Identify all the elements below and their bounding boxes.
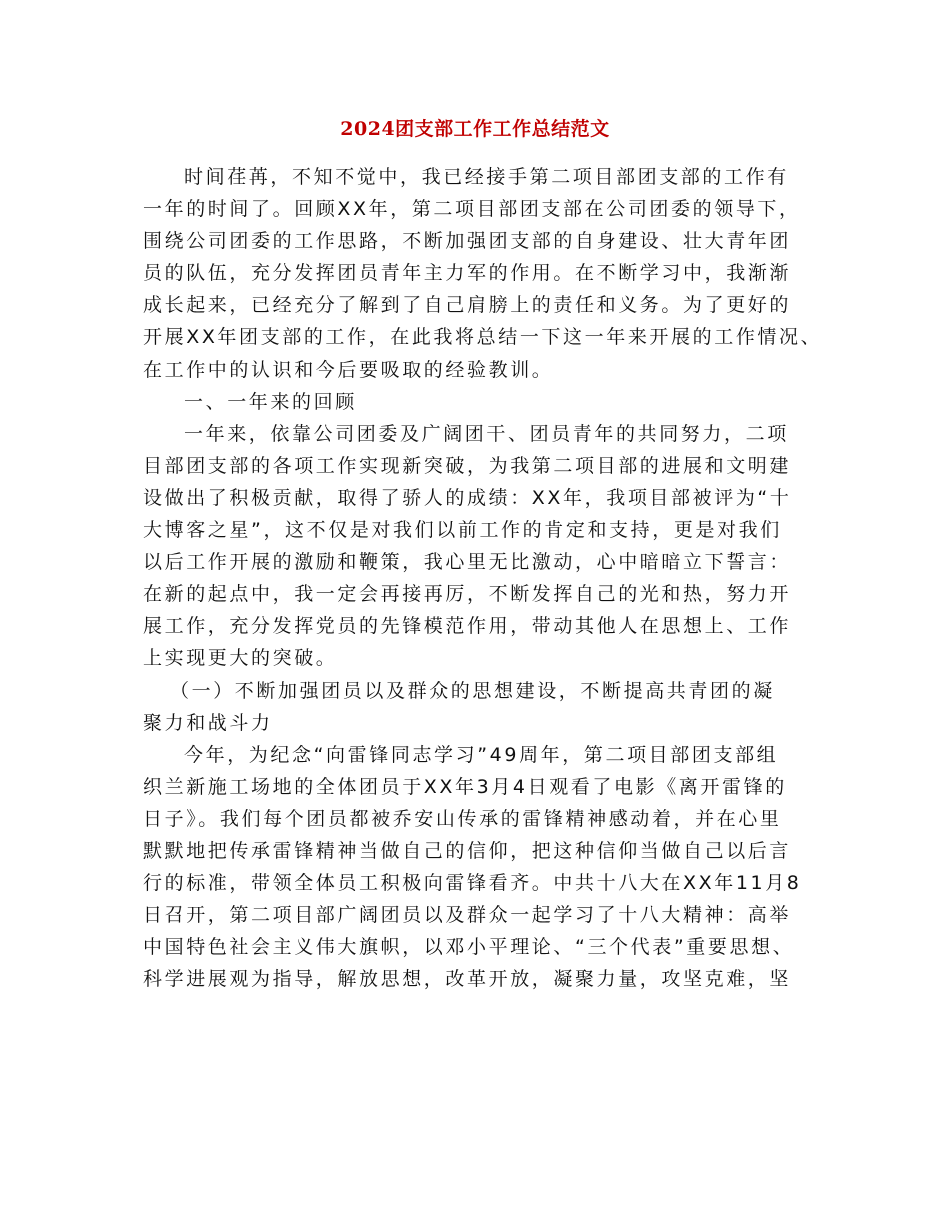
body-line: 织兰新施工场地的全体团员于XX年3月4日观看了电影《离开雷锋的	[143, 775, 787, 798]
body-line: 聚力和战斗力	[143, 711, 273, 734]
body-line: 行的标准，带领全体员工积极向雷锋看齐。中共十八大在XX年11月8	[143, 872, 802, 895]
body-line: 在工作中的认识和今后要吸取的经验教训。	[143, 358, 554, 381]
body-line: 一年来，依靠公司团委及广阔团干、团员青年的共同努力，二项	[184, 422, 789, 445]
body-line: 上实现更大的突破。	[143, 647, 338, 670]
body-line: 设做出了积极贡献，取得了骄人的成绩：XX年，我项目部被评为“十	[143, 486, 792, 509]
body-line: 今年，为纪念“向雷锋同志学习”49周年，第二项目部团支部组	[184, 743, 779, 766]
document-body	[143, 161, 823, 995]
body-line: 目部团支部的各项工作实现新突破，为我第二项目部的进展和文明建	[143, 454, 792, 477]
body-line: 员的队伍，充分发挥团员青年主力军的作用。在不断学习中，我渐渐	[143, 262, 792, 285]
body-line: 日子》。我们每个团员都被乔安山传承的雷锋精神感动着，并在心里	[143, 807, 782, 830]
body-line: 中国特色社会主义伟大旗帜，以邓小平理论、“三个代表”重要思想、	[143, 936, 795, 959]
body-line: 围绕公司团委的工作思路，不断加强团支部的自身建设、壮大青年团	[143, 230, 792, 253]
document-title: 2024团支部工作工作总结范文	[340, 118, 610, 140]
body-line: 在新的起点中，我一定会再接再厉，不断发挥自己的光和热，努力开	[143, 583, 792, 606]
body-line: 大博客之星”，这不仅是对我们以前工作的肯定和支持，更是对我们	[143, 519, 782, 542]
body-line: 成长起来，已经充分了解到了自己肩膀上的责任和义务。为了更好的	[143, 294, 792, 317]
body-line: 一年的时间了。回顾XX年，第二项目部团支部在公司团委的领导下，	[143, 198, 801, 221]
body-line: （一）不断加强团员以及群众的思想建设，不断提高共青团的凝	[170, 679, 775, 702]
body-line: 时间荏苒，不知不觉中，我已经接手第二项目部团支部的工作有	[184, 166, 789, 188]
body-line: 科学进展观为指导，解放思想，改革开放，凝聚力量，攻坚克难，坚	[143, 968, 792, 991]
body-line: 默默地把传承雷锋精神当做自己的信仰，把这种信仰当做自己以后言	[143, 839, 792, 862]
body-line: 一、一年来的回顾	[184, 390, 357, 413]
body-line: 以后工作开展的激励和鞭策，我心里无比激动，心中暗暗立下誓言：	[143, 551, 792, 574]
body-line: 展工作，充分发挥党员的先锋模范作用，带动其他人在思想上、工作	[143, 615, 792, 638]
body-line: 日召开，第二项目部广阔团员以及群众一起学习了十八大精神：高举	[143, 904, 792, 927]
body-line: 开展XX年团支部的工作，在此我将总结一下这一年来开展的工作情况、	[143, 326, 823, 349]
